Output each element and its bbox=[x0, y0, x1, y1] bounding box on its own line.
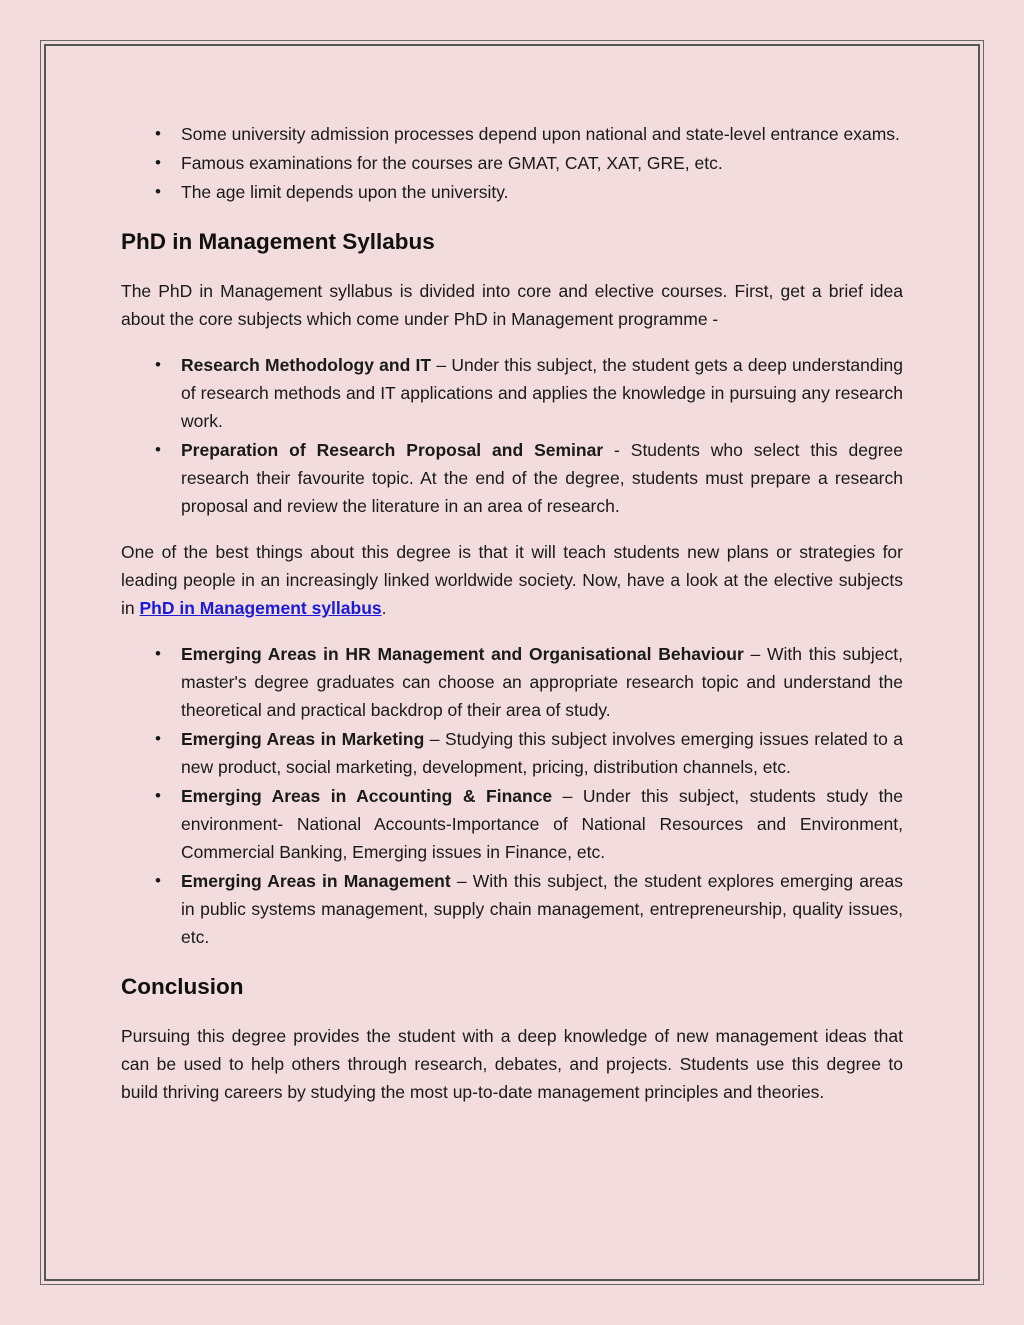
subject-description: – With this subject, the student explores emerging areas in public systems management, supply chain management, entrepreneurship, quality issues, etc. bbox=[181, 871, 903, 947]
list-item: • The age limit depends upon the university. bbox=[121, 178, 903, 206]
subject-term: Emerging Areas in Marketing bbox=[181, 729, 425, 749]
list-item: • Some university admission processes depend upon national and state-level entrance exams. bbox=[121, 120, 903, 148]
list-item bbox=[121, 351, 903, 435]
list-item bbox=[121, 725, 903, 781]
core-subjects-list bbox=[121, 351, 903, 520]
subject-description: – Under this subject, the student gets a deep understanding of research methods and IT applications and applies the knowledge in pursuing any research work. bbox=[181, 355, 903, 431]
list-item bbox=[121, 640, 903, 724]
bullet-icon: • bbox=[155, 644, 161, 663]
bullet-icon: • bbox=[155, 871, 161, 890]
bullet-icon: • bbox=[155, 786, 161, 805]
subject-term: Research Methodology and IT bbox=[181, 355, 432, 375]
bullet-icon: • bbox=[155, 440, 161, 459]
bullet-icon: • bbox=[155, 182, 161, 201]
list-item bbox=[121, 436, 903, 520]
elective-subjects-list bbox=[121, 640, 903, 951]
bullet-icon: • bbox=[155, 729, 161, 748]
subject-term: Emerging Areas in Management bbox=[181, 871, 451, 891]
syllabus-intro: The PhD in Management syllabus is divided into core and elective courses. First, get a brief idea about the core subjects which come under PhD in Management programme - bbox=[121, 281, 903, 329]
conclusion-text: Pursuing this degree provides the student with a deep knowledge of new management ideas that can be used to help others through research, debates, and projects. Students use this degree to build thriving careers by studying the most up-to-date management principles and theories. bbox=[121, 1026, 903, 1102]
subject-description: – Under this subject, students study the environment- National Accounts-Importance of National Resources and Environment, Commercial Banking, Emerging issues in Finance, etc. bbox=[181, 786, 903, 862]
bullet-icon: • bbox=[155, 355, 161, 374]
bullet-icon: • bbox=[155, 124, 161, 143]
bullet-icon: • bbox=[155, 153, 161, 172]
subject-description: - Students who select this degree research their favourite topic. At the end of the degree, students must prepare a research proposal and review the literature in an area of research. bbox=[181, 440, 903, 516]
document-body bbox=[121, 120, 903, 1106]
subject-description: – Studying this subject involves emerging issues related to a new product, social marketing, development, pricing, distribution channels, etc. bbox=[181, 729, 904, 777]
list-item bbox=[121, 782, 903, 866]
conclusion-heading: Conclusion bbox=[121, 974, 244, 999]
subject-term: Emerging Areas in HR Management and Organisational Behaviour bbox=[181, 644, 744, 664]
subject-term: Emerging Areas in Accounting & Finance bbox=[181, 786, 553, 806]
list-item: • Famous examinations for the courses are GMAT, CAT, XAT, GRE, etc. bbox=[121, 149, 903, 177]
elective-intro: One of the best things about this degree is that it will teach students new plans or strategies for leading people in an increasingly linked worldwide society. Now, have a look at the elective subjects in PhD in Management syllabus. bbox=[121, 542, 903, 618]
list-item bbox=[121, 867, 903, 951]
subject-term: Preparation of Research Proposal and Seminar bbox=[181, 440, 604, 460]
syllabus-heading: PhD in Management Syllabus bbox=[121, 229, 435, 254]
admission-list bbox=[121, 120, 903, 206]
syllabus-link[interactable]: PhD in Management syllabus bbox=[139, 598, 382, 618]
subject-description: – With this subject, master's degree graduates can choose an appropriate research topic and understand the theoretical and practical backdrop of their area of study. bbox=[181, 644, 903, 720]
